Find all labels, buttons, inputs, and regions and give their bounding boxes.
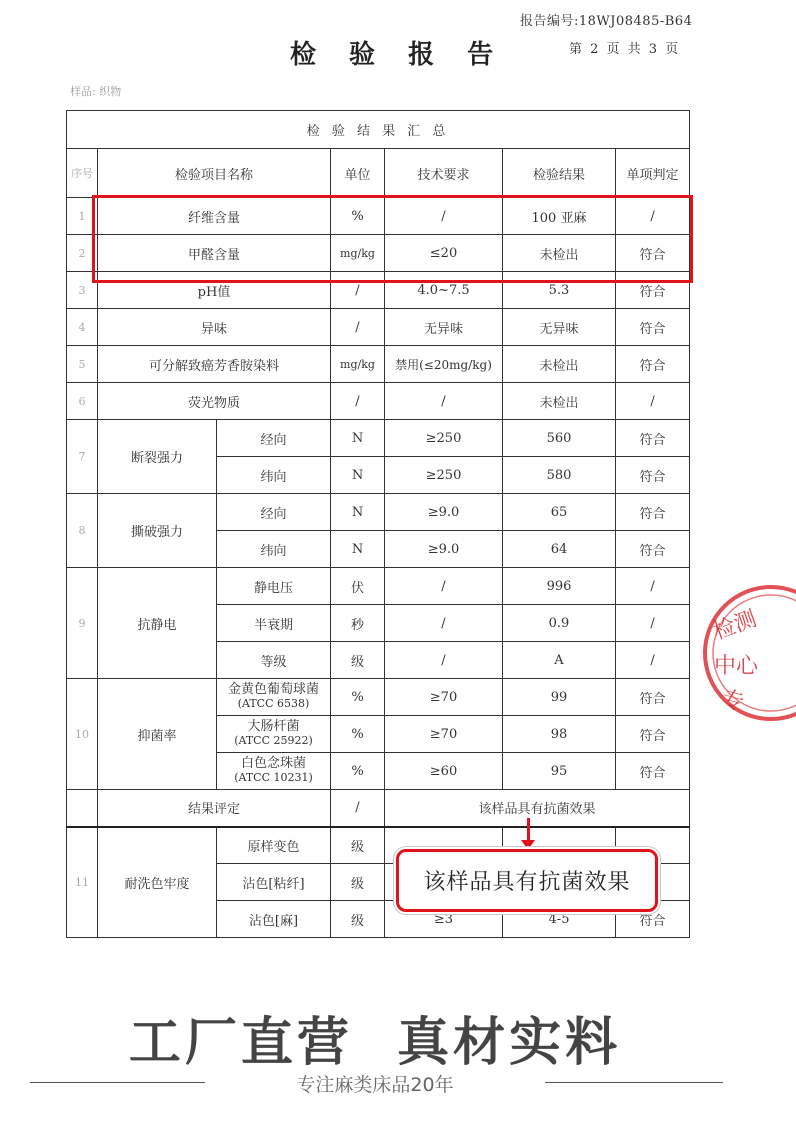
unit-cell: 级 [331, 864, 385, 901]
sub-item-name: 经向 [217, 420, 331, 457]
unit-cell: mg/kg [331, 235, 385, 272]
row-number: 10 [67, 679, 98, 790]
judgement-cell: / [616, 198, 690, 235]
judgement-cell: 符合 [616, 531, 690, 568]
sub-item-name: 等级 [217, 642, 331, 679]
judgement-cell: / [616, 642, 690, 679]
result-cell: 0.9 [503, 605, 616, 642]
report-number: 报告编号:18WJ08485-B64 [520, 14, 693, 29]
divider-right [545, 1082, 723, 1083]
unit-cell: / [331, 309, 385, 346]
requirement-cell: 4.0~7.5 [385, 272, 503, 309]
conclusion-label: 结果评定 [98, 790, 331, 827]
sub-item-name [217, 679, 331, 716]
item-name: 可分解致癌芳香胺染料 [98, 346, 331, 383]
row-number: 7 [67, 420, 98, 494]
sub-item-name: 沾色[粘纤] [217, 864, 331, 901]
result-cell: 无异味 [503, 309, 616, 346]
requirement-cell: 禁用(≤20mg/kg) [385, 346, 503, 383]
unit-cell: % [331, 716, 385, 753]
conclusion-row [67, 790, 690, 827]
judgement-cell: 符合 [616, 346, 690, 383]
judgement-cell: 符合 [616, 901, 690, 938]
requirement-cell: ≥60 [385, 753, 503, 790]
col-header-judgement: 单项判定 [616, 149, 690, 198]
requirement-cell: / [385, 198, 503, 235]
col-header-item: 检验项目名称 [98, 149, 331, 198]
judgement-cell: 符合 [616, 272, 690, 309]
table-row [67, 568, 690, 605]
item-name: 抑菌率 [98, 679, 217, 790]
svg-text:专: 专 [718, 686, 747, 716]
sub-item-name: 经向 [217, 494, 331, 531]
strain-code: (ATCC 6538) [237, 697, 310, 710]
unit-cell: % [331, 679, 385, 716]
result-cell: 4-5 [503, 901, 616, 938]
table-row [67, 420, 690, 457]
unit-cell: mg/kg [331, 346, 385, 383]
requirement-cell: / [385, 568, 503, 605]
requirement-cell: / [385, 642, 503, 679]
bacteria-name: 白色念珠菌 [240, 756, 306, 771]
requirement-cell: ≥70 [385, 679, 503, 716]
sub-item-name [217, 753, 331, 790]
item-name: 抗静电 [98, 568, 217, 679]
result-cell: 98 [503, 716, 616, 753]
judgement-cell: 符合 [616, 420, 690, 457]
requirement-cell: ≤20 [385, 235, 503, 272]
judgement-cell: 符合 [616, 716, 690, 753]
bacteria-name: 金黄色葡萄球菌 [227, 682, 319, 697]
unit-cell: 级 [331, 901, 385, 938]
result-cell: 580 [503, 457, 616, 494]
unit-cell: 级 [331, 642, 385, 679]
slogan: 工厂直营 真材实料 [128, 1012, 622, 1073]
svg-text:检测: 检测 [710, 606, 761, 646]
requirement-cell: ≥250 [385, 420, 503, 457]
item-name: 异味 [98, 309, 331, 346]
requirement-cell: 无异味 [385, 309, 503, 346]
judgement-cell: / [616, 383, 690, 420]
row-number: 5 [67, 346, 98, 383]
col-header-no: 序号 [67, 149, 98, 198]
judgement-cell: 符合 [616, 753, 690, 790]
result-cell: 560 [503, 420, 616, 457]
callout-box: 该样品具有抗菌效果 [396, 849, 658, 912]
table-row [67, 346, 690, 383]
row-number: 1 [67, 198, 98, 235]
result-cell: 65 [503, 494, 616, 531]
requirement-cell: / [385, 383, 503, 420]
row-number: 9 [67, 568, 98, 679]
requirement-cell: ≥9.0 [385, 531, 503, 568]
table-header-row [67, 149, 690, 198]
result-cell: A [503, 642, 616, 679]
table-row [67, 494, 690, 531]
unit-cell: / [331, 383, 385, 420]
table-caption: 检 验 结 果 汇 总 [67, 111, 690, 149]
highlight-box [92, 195, 693, 283]
judgement-cell: 符合 [616, 309, 690, 346]
unit-cell: 伏 [331, 568, 385, 605]
judgement-cell: 符合 [616, 494, 690, 531]
row-number: 11 [67, 827, 98, 938]
unit-cell: 级 [331, 827, 385, 864]
result-cell: 未检出 [503, 346, 616, 383]
judgement-cell: 符合 [616, 235, 690, 272]
unit-cell: / [331, 272, 385, 309]
row-number: 2 [67, 235, 98, 272]
unit-cell: N [331, 494, 385, 531]
col-header-requirement: 技术要求 [385, 149, 503, 198]
document-title: 检 验 报 告 [290, 40, 506, 70]
item-name: 撕破强力 [98, 494, 217, 568]
table-row [67, 679, 690, 716]
unit-cell: N [331, 420, 385, 457]
result-cell: 5.3 [503, 272, 616, 309]
svg-text:中心: 中心 [714, 654, 759, 679]
requirement-cell: / [385, 605, 503, 642]
judgement-cell: 符合 [616, 679, 690, 716]
row-number: 8 [67, 494, 98, 568]
unit-cell: 秒 [331, 605, 385, 642]
strain-code: (ATCC 25922) [234, 734, 313, 747]
sub-item-name: 纬向 [217, 457, 331, 494]
stamp-icon [696, 578, 796, 728]
judgement-cell: / [616, 605, 690, 642]
table-row [67, 383, 690, 420]
result-cell: 100 亚麻 [503, 198, 616, 235]
result-cell: 未检出 [503, 383, 616, 420]
requirement-cell: ≥250 [385, 457, 503, 494]
sub-item-name [217, 716, 331, 753]
item-name: 荧光物质 [98, 383, 331, 420]
bacteria-name: 大肠杆菌 [247, 719, 300, 734]
judgement-cell: 符合 [616, 457, 690, 494]
col-header-result: 检验结果 [503, 149, 616, 198]
row-number: 4 [67, 309, 98, 346]
result-cell: 64 [503, 531, 616, 568]
judgement-cell: / [616, 568, 690, 605]
result-cell: 996 [503, 568, 616, 605]
unit-cell: % [331, 753, 385, 790]
item-name: pH值 [98, 272, 331, 309]
requirement-cell: ≥3 [385, 901, 503, 938]
item-name: 耐洗色牢度 [98, 827, 217, 938]
strain-code: (ATCC 10231) [234, 771, 313, 784]
tagline: 专注麻类床品20年 [296, 1074, 454, 1096]
col-header-unit: 单位 [331, 149, 385, 198]
sub-item-name: 原样变色 [217, 827, 331, 864]
sub-item-name: 沾色[麻] [217, 901, 331, 938]
unit-cell: N [331, 457, 385, 494]
row-number: 6 [67, 383, 98, 420]
unit-cell: / [331, 790, 385, 827]
item-name: 纤维含量 [98, 198, 331, 235]
sub-item-name: 静电压 [217, 568, 331, 605]
requirement-cell: ≥70 [385, 716, 503, 753]
sub-item-name: 纬向 [217, 531, 331, 568]
result-cell: 未检出 [503, 235, 616, 272]
table-row [67, 309, 690, 346]
unit-cell: % [331, 198, 385, 235]
result-cell: 95 [503, 753, 616, 790]
sample-label: 样品: 织物 [70, 85, 122, 98]
unit-cell: N [331, 531, 385, 568]
row-number: 3 [67, 272, 98, 309]
item-name: 断裂强力 [98, 420, 217, 494]
page-number: 第 2 页 共 3 页 [569, 42, 681, 57]
conclusion-text: 该样品具有抗菌效果 [385, 790, 690, 827]
result-cell: 99 [503, 679, 616, 716]
item-name: 甲醛含量 [98, 235, 331, 272]
requirement-cell: ≥9.0 [385, 494, 503, 531]
sub-item-name: 半衰期 [217, 605, 331, 642]
